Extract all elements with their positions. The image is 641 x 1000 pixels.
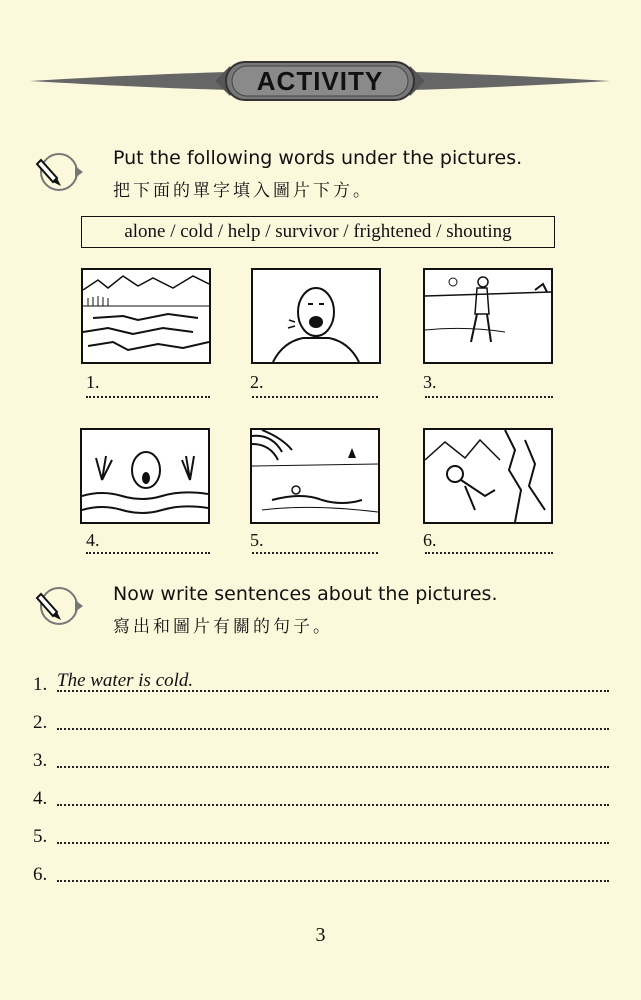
answer-blank-1[interactable] — [86, 396, 210, 398]
sentence-number-3: 3. — [33, 750, 48, 771]
pencil-icon — [35, 150, 83, 192]
sentence-number-1: 1. — [33, 674, 48, 695]
answer-blank-2[interactable] — [252, 396, 378, 398]
picture-label-1: 1. — [86, 372, 100, 392]
word-bank: alone / cold / help / survivor / frightened / shouting — [81, 216, 555, 248]
picture-label-6: 6. — [423, 530, 437, 550]
picture-2-shouting-man — [251, 268, 381, 364]
instruction-1-en: Put the following words under the pictures. — [113, 147, 523, 169]
instruction-2-en: Now write sentences about the pictures. — [113, 583, 498, 605]
answer-blank-3[interactable] — [425, 396, 553, 398]
sentence-blank-6 — [57, 880, 609, 882]
sentence-blank-4 — [57, 804, 609, 806]
answer-blank-4[interactable] — [86, 552, 210, 554]
sentence-line-3[interactable] — [33, 744, 609, 770]
answer-blank-6[interactable] — [425, 552, 553, 554]
sentence-number-2: 2. — [33, 712, 48, 733]
sentence-line-1[interactable] — [33, 668, 609, 694]
picture-label-2: 2. — [250, 372, 264, 392]
sentence-number-6: 6. — [33, 864, 48, 885]
sentence-number-5: 5. — [33, 826, 48, 847]
sentence-answer-1: The water is cold. — [57, 670, 194, 691]
picture-3-man-alone — [423, 268, 553, 364]
picture-label-4: 4. — [86, 530, 100, 550]
picture-1-cold-water — [81, 268, 211, 364]
pencil-icon — [35, 584, 83, 626]
page-number: 3 — [315, 924, 326, 946]
banner-title: ACTIVITY — [256, 66, 384, 96]
sentence-line-2[interactable] — [33, 706, 609, 732]
instruction-1-zh: 把下面的單字填入圖片下方。 — [113, 181, 373, 201]
picture-4-help-drowning — [80, 428, 210, 524]
sentence-blank-2 — [57, 728, 609, 730]
picture-5-survivor-beach — [250, 428, 380, 524]
sentence-line-6[interactable] — [33, 858, 609, 884]
instruction-2-zh: 寫出和圖片有關的句子。 — [113, 617, 333, 637]
sentence-number-4: 4. — [33, 788, 48, 809]
picture-6-frightened-climber — [423, 428, 553, 524]
answer-blank-5[interactable] — [252, 552, 378, 554]
sentence-blank-5 — [57, 842, 609, 844]
picture-label-3: 3. — [423, 372, 437, 392]
sentence-line-5[interactable] — [33, 820, 609, 846]
picture-label-5: 5. — [250, 530, 264, 550]
sentence-line-4[interactable] — [33, 782, 609, 808]
sentence-blank-3 — [57, 766, 609, 768]
activity-banner — [30, 58, 610, 104]
